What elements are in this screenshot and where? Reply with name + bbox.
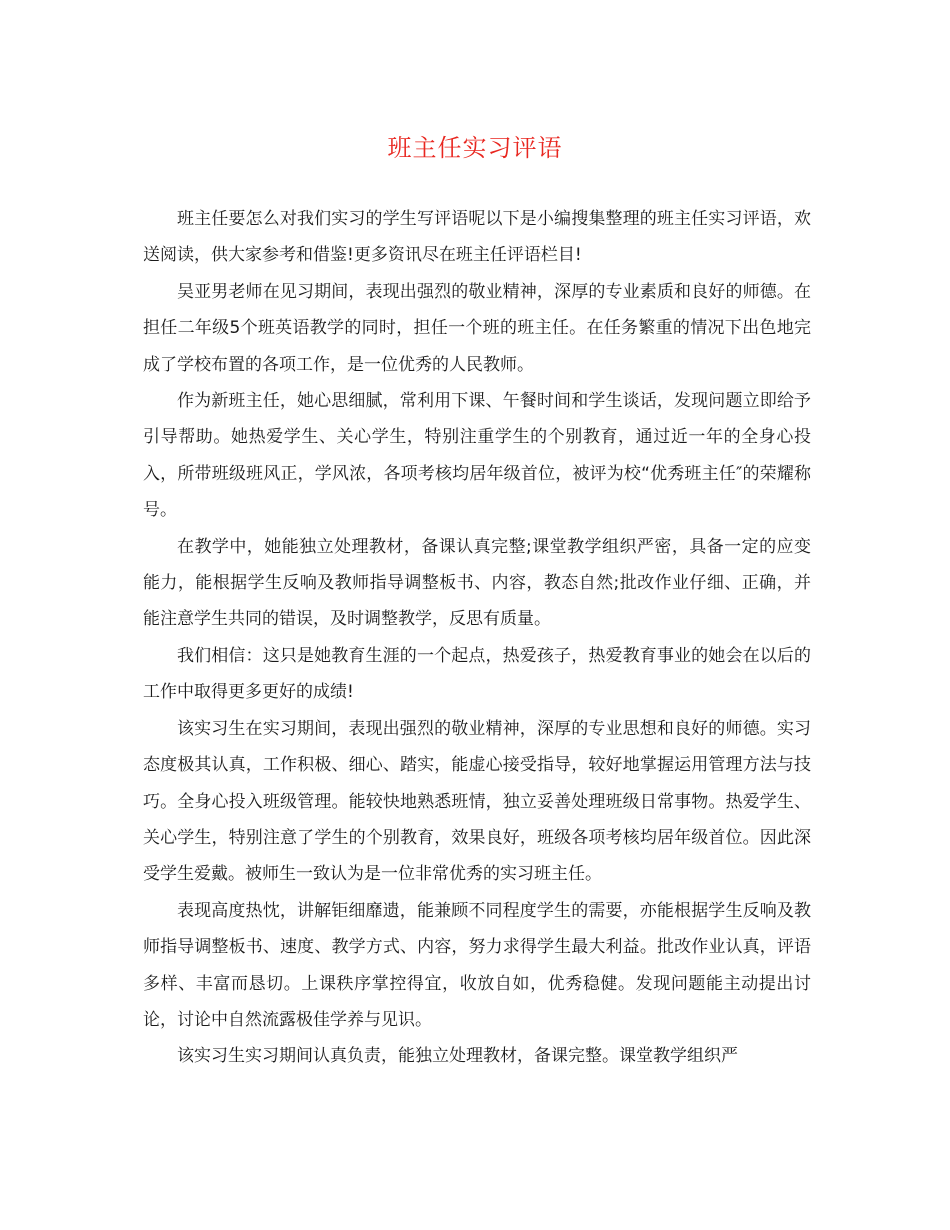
paragraph: 表现高度热忱，讲解钜细靡遗，能兼顾不同程度学生的需要，亦能根据学生反响及教师指导调整板书、速度、教学方式、内容，努力求得学生最大利益。批改作业认真，评语多样、丰富而恳切。上课秩序掌控得宜，收放自如，优秀稳健。发现问题能主动提出讨论，讨论中自然流露极佳学养与见识。: [143, 900, 811, 1030]
paragraph: 在教学中，她能独立处理教材，备课认真完整;课堂教学组织严密，具备一定的应变能力，能根据学生反响及教师指导调整板书、内容，教态自然;批改作业仔细、正确，并能注意学生共同的错误，及时调整教学，反思有质量。: [143, 536, 811, 630]
paragraph: 吴亚男老师在见习期间，表现出强烈的敬业精神，深厚的专业素质和良好的师德。在担任二年级5个班英语教学的同时，担任一个班的班主任。在任务繁重的情况下出色地完成了学校布置的各项工作，是一位优秀的人民教师。: [143, 281, 811, 375]
paragraph: 班主任要怎么对我们实习的学生写评语呢以下是小编搜集整理的班主任实习评语，欢送阅读，供大家参考和借鉴!更多资讯尽在班主任评语栏目!: [143, 209, 811, 266]
document-body: [143, 201, 811, 1075]
paragraph: 我们相信：这只是她教育生涯的一个起点，热爱孩子，热爱教育事业的她会在以后的工作中取得更多更好的成绩!: [143, 645, 811, 703]
paragraph: 作为新班主任，她心思细腻，常利用下课、午餐时间和学生谈话，发现问题立即给予引导帮助。她热爱学生、关心学生，特别注重学生的个别教育，通过近一年的全身心投入，所带班级班风正，学风浓，各项考核均居年级首位，被评为校“优秀班主任″的荣耀称号。: [143, 391, 811, 521]
document-title: 班主任实习评语: [387, 134, 563, 162]
paragraph: 该实习生实习期间认真负责，能独立处理教材，备课完整。课堂教学组织严: [177, 1046, 738, 1067]
paragraph: 该实习生在实习期间，表现出强烈的敬业精神，深厚的专业思想和良好的师德。实习态度极其认真，工作积极、细心、踏实，能虚心接受指导，较好地掌握运用管理方法与技巧。全身心投入班级管理。能较快地熟悉班情，独立妥善处理班级日常事物。热爱学生、关心学生，特别注意了学生的个别教育，效果良好，班级各项考核均居年级首位。因此深受学生爱戴。被师生一致认为是一位非常优秀的实习班主任。: [143, 718, 811, 885]
